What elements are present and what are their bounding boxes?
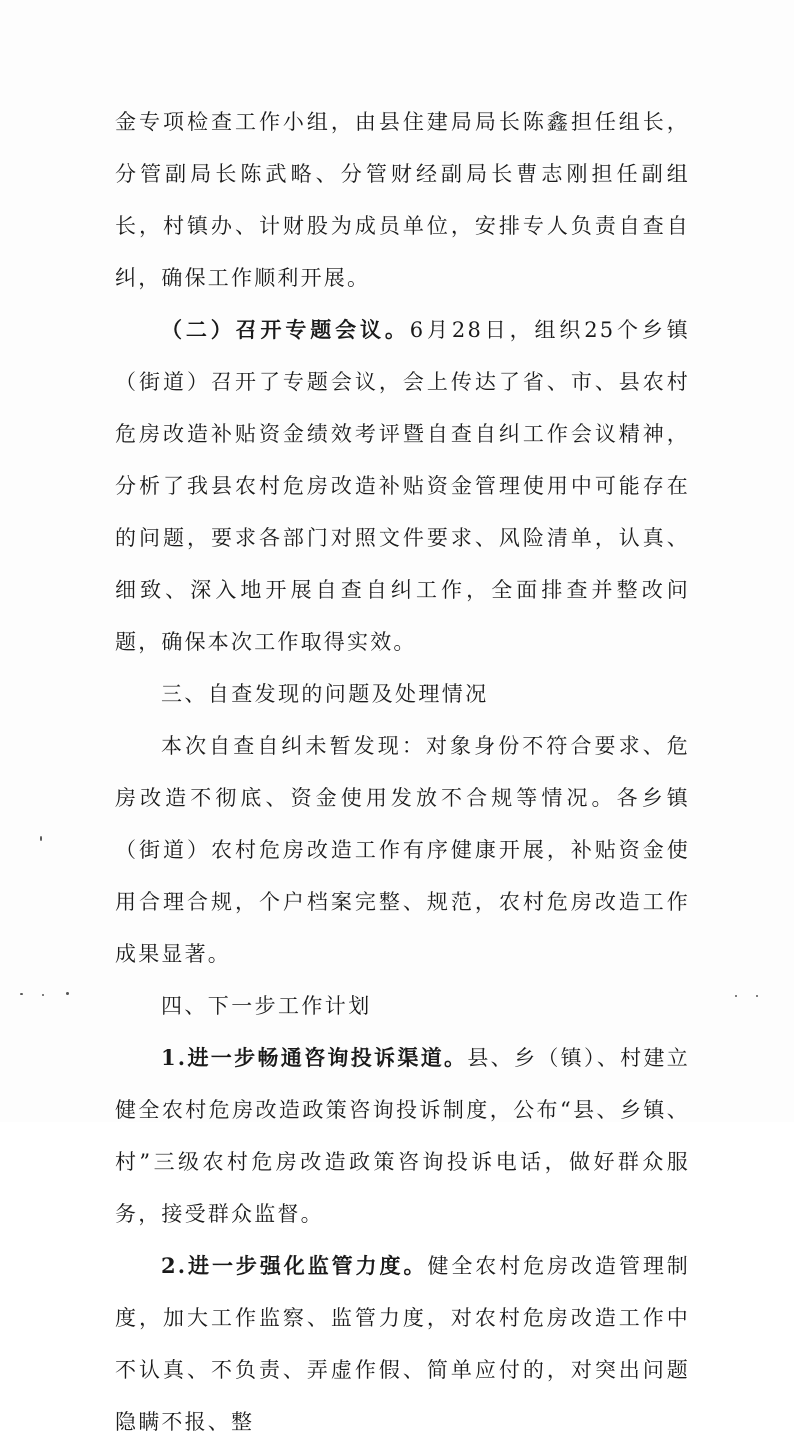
scan-speck xyxy=(42,994,44,996)
paragraph-plan-1 xyxy=(115,1032,690,1240)
paragraph-text: 本次自查自纠未暂发现：对象身份不符合要求、危房改造不彻底、资金使用发放不合规等情况。各乡镇（街道）农村危房改造工作有序健康开展，补贴资金使用合理合规，个户档案完整、规范，农村危房改造工作成果显著。 xyxy=(115,734,690,966)
scan-speck xyxy=(735,995,737,997)
paragraph-lead: 2.进一步强化监管力度。 xyxy=(161,1253,428,1278)
section-heading-3: 三、自查发现的问题及处理情况 xyxy=(161,682,489,706)
paragraph-text: 健全农村危房改造管理制度，加大工作监察、监管力度，对农村危房改造工作中不认真、不负责、弄虚作假、简单应付的，对突出问题隐瞒不报、整 xyxy=(115,1254,691,1434)
document-body xyxy=(115,96,690,1448)
scan-speck xyxy=(40,836,42,841)
section-heading-4: 四、下一步工作计划 xyxy=(161,994,372,1018)
paragraph-special-meeting xyxy=(115,304,690,668)
paragraph-lead: 1.进一步畅通咨询投诉渠道。 xyxy=(161,1045,468,1070)
paragraph-text: 6月28日，组织25个乡镇（街道）召开了专题会议，会上传达了省、市、县农村危房改造补贴资金绩效考评暨自查自纠工作会议精神，分析了我县农村危房改造补贴资金管理使用中可能存在的问题，要求各部门对照文件要求、风险清单，认真、细致、深入地开展自查自纠工作，全面排查并整改问题，确保本次工作取得实效。 xyxy=(115,318,690,654)
paragraph-findings xyxy=(115,720,690,980)
paragraph-lead: （二）召开专题会议。 xyxy=(161,317,410,342)
paragraph-plan-2 xyxy=(115,1240,690,1448)
scan-speck xyxy=(20,993,23,995)
paragraph-text: 县、乡（镇）、村建立健全农村危房改造政策咨询投诉制度，公布“县、乡镇、村”三级农村危房改造政策咨询投诉电话，做好群众服务，接受群众监督。 xyxy=(115,1046,690,1226)
scan-speck xyxy=(756,995,758,997)
paragraph-text: 金专项检查工作小组，由县住建局局长陈鑫担任组长，分管副局长陈武略、分管财经副局长曹志刚担任副组长，村镇办、计财股为成员单位，安排专人负责自查自纠，确保工作顺利开展。 xyxy=(115,110,690,290)
paragraph-work-group xyxy=(115,96,690,304)
scan-speck xyxy=(66,992,69,995)
